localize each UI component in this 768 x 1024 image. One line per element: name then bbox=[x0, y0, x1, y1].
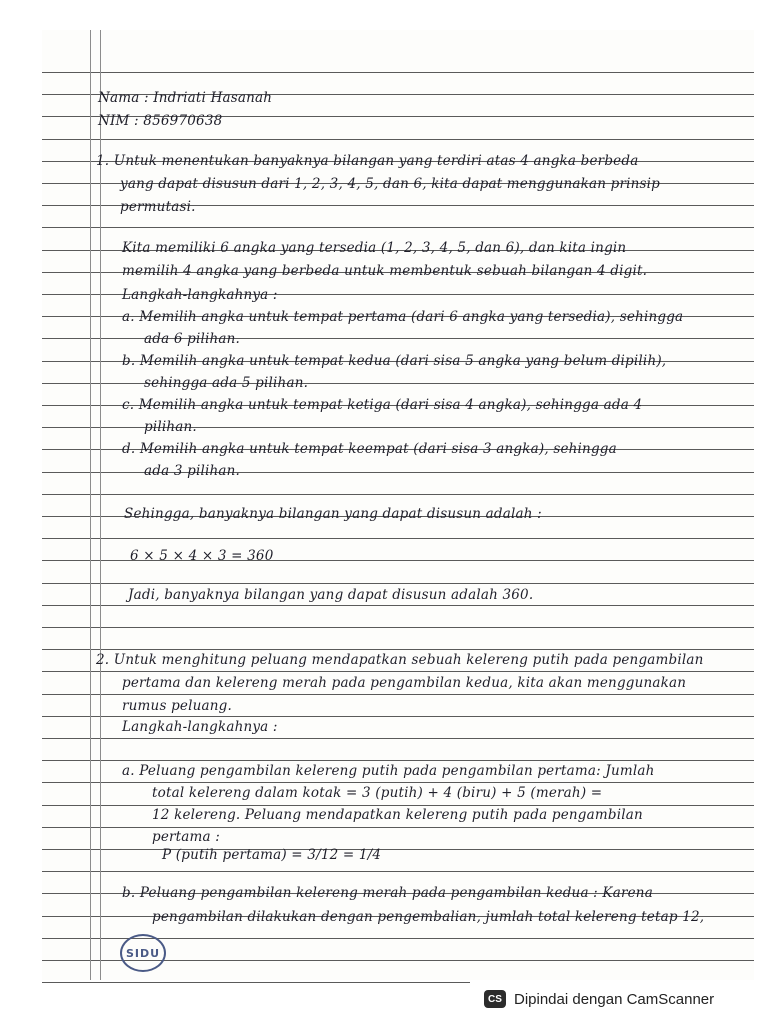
ruled-line bbox=[42, 738, 754, 739]
ruled-line bbox=[42, 72, 754, 73]
q1-line-2: yang dapat disusun dari 1, 2, 3, 4, 5, dan 6, kita dapat menggunakan prinsip bbox=[120, 176, 661, 192]
ruled-line bbox=[42, 716, 754, 717]
q2-probability: P (putih pertama) = 3/12 = 1/4 bbox=[162, 847, 382, 863]
ruled-line bbox=[42, 849, 754, 850]
ruled-line bbox=[42, 538, 754, 539]
q1-step-d-2: ada 3 pilihan. bbox=[144, 463, 241, 479]
ruled-line bbox=[42, 827, 754, 828]
ruled-line bbox=[42, 694, 754, 695]
q1-line-4: Kita memiliki 6 angka yang tersedia (1, 2, 3, 4, 5, dan 6), dan kita ingin bbox=[122, 240, 627, 256]
q2-step-b-1: b. Peluang pengambilan kelereng merah pada pengambilan kedua : Karena bbox=[122, 885, 653, 901]
q2-step-a-1: a. Peluang pengambilan kelereng putih pada pengambilan pertama: Jumlah bbox=[122, 763, 655, 779]
student-nim: NIM : 856970638 bbox=[98, 113, 223, 129]
camscanner-logo-icon: CS bbox=[484, 990, 506, 1008]
ruled-line bbox=[42, 227, 754, 228]
ruled-line bbox=[42, 627, 754, 628]
q1-step-a-2: ada 6 pilihan. bbox=[144, 331, 241, 347]
student-name: Nama : Indriati Hasanah bbox=[98, 90, 273, 106]
ruled-line bbox=[42, 605, 754, 606]
q2-line-3: rumus peluang. bbox=[122, 698, 232, 714]
q1-step-d-1: d. Memilih angka untuk tempat keempat (dari sisa 3 angka), sehingga bbox=[122, 441, 617, 457]
q1-step-b-1: b. Memilih angka untuk tempat kedua (dari sisa 5 angka yang belum dipilih), bbox=[122, 353, 667, 369]
notebook-page bbox=[42, 30, 754, 980]
q1-conclusion: Jadi, banyaknya bilangan yang dapat disusun adalah 360. bbox=[128, 587, 534, 603]
q2-step-a-4: pertama : bbox=[152, 829, 221, 845]
ruled-line bbox=[42, 139, 754, 140]
ruled-line bbox=[42, 649, 754, 650]
ruled-line bbox=[42, 782, 754, 783]
paper-brand-stamp: SIDU bbox=[120, 934, 166, 972]
q2-line-1: 2. Untuk menghitung peluang mendapatkan sebuah kelereng putih pada pengambilan bbox=[96, 652, 704, 668]
q1-steps-heading: Langkah-langkahnya : bbox=[122, 287, 278, 303]
ruled-line bbox=[42, 871, 754, 872]
ruled-line bbox=[42, 760, 754, 761]
q1-step-c-1: c. Memilih angka untuk tempat ketiga (dari sisa 4 angka), sehingga ada 4 bbox=[122, 397, 643, 413]
q2-line-2: pertama dan kelereng merah pada pengambilan kedua, kita akan menggunakan bbox=[122, 675, 687, 691]
q1-step-b-2: sehingga ada 5 pilihan. bbox=[144, 375, 309, 391]
q1-calculation: 6 × 5 × 4 × 3 = 360 bbox=[130, 548, 274, 564]
q2-step-b-2: pengambilan dilakukan dengan pengembalian, jumlah total kelereng tetap 12, bbox=[152, 909, 705, 925]
ruled-line bbox=[42, 671, 754, 672]
ruled-line bbox=[42, 583, 754, 584]
ruled-line bbox=[42, 805, 754, 806]
q2-step-a-3: 12 kelereng. Peluang mendapatkan kelereng putih pada pengambilan bbox=[152, 807, 643, 823]
q1-line-5: memilih 4 angka yang berbeda untuk membentuk sebuah bilangan 4 digit. bbox=[122, 263, 648, 279]
camscanner-watermark bbox=[470, 982, 768, 1016]
margin-line-left bbox=[90, 30, 91, 980]
margin-line-left-inner bbox=[100, 30, 101, 980]
q1-line-3: permutasi. bbox=[120, 199, 196, 215]
q2-steps-heading: Langkah-langkahnya : bbox=[122, 719, 278, 735]
camscanner-label: Dipindai dengan CamScanner bbox=[514, 990, 715, 1008]
q1-step-c-2: pilihan. bbox=[144, 419, 197, 435]
q2-step-a-2: total kelereng dalam kotak = 3 (putih) + 4 (biru) + 5 (merah) = bbox=[152, 785, 603, 801]
q1-step-a-1: a. Memilih angka untuk tempat pertama (dari 6 angka yang tersedia), sehingga bbox=[122, 309, 684, 325]
q1-line-1: 1. Untuk menentukan banyaknya bilangan yang terdiri atas 4 angka berbeda bbox=[96, 153, 639, 169]
ruled-line bbox=[42, 494, 754, 495]
q1-summary: Sehingga, banyaknya bilangan yang dapat disusun adalah : bbox=[124, 506, 542, 522]
